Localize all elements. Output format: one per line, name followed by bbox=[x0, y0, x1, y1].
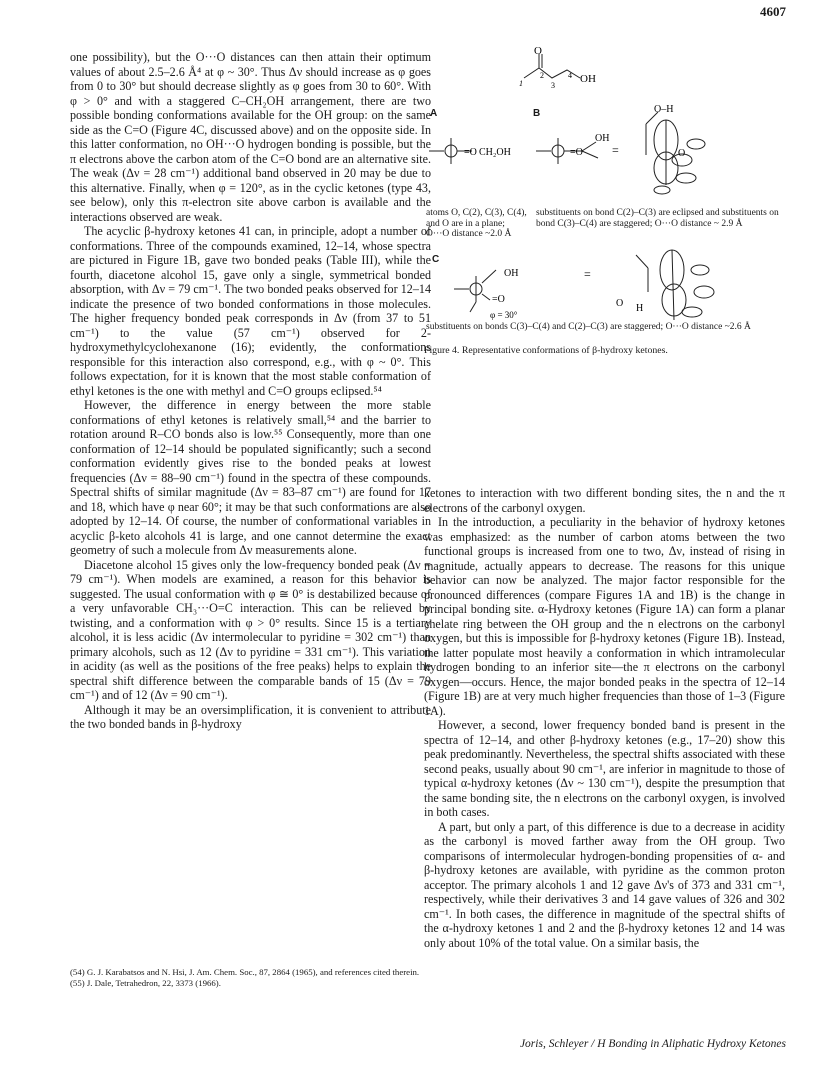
orbital-model-c bbox=[636, 250, 714, 320]
equals-sign: = bbox=[612, 143, 619, 157]
running-footer: Joris, Schleyer / H Bonding in Aliphatic Hydroxy Ketones bbox=[519, 1038, 786, 1050]
carbonyl-label: =O bbox=[570, 147, 583, 158]
atom-number: 4 bbox=[568, 71, 572, 80]
atom-number: 3 bbox=[551, 81, 555, 90]
conformation-diagrams bbox=[424, 30, 785, 345]
page-number: 4607 bbox=[760, 4, 786, 19]
top-oh: OH bbox=[580, 73, 596, 85]
orbital-model-b bbox=[646, 112, 705, 194]
panel-c-caption: substituents on bonds C(3)–C(4) and C(2)–C(3) are staggered; O···O distance ~2.6 Å bbox=[426, 322, 751, 332]
panel-b-label: B bbox=[533, 108, 541, 119]
right-column bbox=[424, 486, 785, 950]
paragraph: In the introduction, a peculiarity in the behavior of hydroxy ketones was emphasized: as the number of carbon atoms between the two functional groups is increased from one to two, Δν, instead of rising in magnitude, actually appears to decrease. The reasons for this unique behavior can now be analyzed. The major factor responsible for the pronounced differences (compare Figures 1A and 1B) is the change in principal bonding site. α-Hydroxy ketones (Figure 1A) can form a planar chelate ring between the OH group and the n electrons on the carbonyl oxygen, but this is impossible for β-hydroxy ketones (Figure 1B). Instead, the latter populate most heavily a conformation in which intramolecular hydrogen bonding to an inferior site—the π electrons on the carbonyl oxygen—occurs. Hence, the major bonded peaks in the spectra of 12–14 (Figure 1B) are at very much higher frequencies than those of 1–3 (Figure 1A). bbox=[424, 515, 785, 718]
figure-4 bbox=[424, 30, 785, 370]
newman-projection-b bbox=[536, 138, 598, 164]
phi-label: φ = 30° bbox=[490, 310, 518, 320]
atom-number: 2 bbox=[540, 71, 544, 80]
footnotes bbox=[70, 967, 431, 989]
oh-label: O–H bbox=[654, 104, 674, 115]
hydrogen-label: H bbox=[636, 303, 644, 314]
atom-number: 1 bbox=[519, 79, 523, 88]
panel-c-label: C bbox=[432, 254, 440, 265]
footnote: (55) J. Dale, Tetrahedron, 22, 3373 (1966). bbox=[70, 978, 221, 988]
paragraph: A part, but only a part, of this difference is due to a decrease in acidity as the carbonyl is moved farther away from the OH group. Two comparisons of intermolecular hydrogen-bonding propensities of α- and β-hydroxy ketones are available, with pyridine as the common proton acceptor. The primary alcohols 1 and 12 gave Δν's of 373 and 331 cm⁻¹, respectively, while their derivatives 3 and 14 gave values of 326 and 302 cm⁻¹. In both cases, the difference in magnitude of the spectral shifts of the α-hydroxy ketones 1 and 2 and the β-hydroxy ketones 12 and 14 was only about 10% of the total value. On a similar basis, the bbox=[424, 819, 785, 950]
footnote: (54) G. J. Karabatsos and N. Hsi, J. Am. Chem. Soc., 87, 2864 (1965), and references cited therein. bbox=[70, 967, 420, 977]
oxygen-label: O bbox=[616, 298, 624, 309]
ch2oh-label: CH₂OH bbox=[479, 147, 511, 158]
panel-a-label: A bbox=[430, 108, 438, 119]
newman-projection-c bbox=[454, 270, 496, 312]
left-column bbox=[70, 50, 431, 732]
equals-sign: = bbox=[584, 267, 591, 281]
hydroxyl-label: OH bbox=[595, 133, 610, 144]
panel-a-caption: atoms O, C(2), C(3), C(4), and O are in a plane; O···O distance ~2.0 Å bbox=[426, 208, 527, 239]
paragraph: The acyclic β-hydroxy ketones 41 can, in principle, adopt a number of conformations. Three of the compounds examined, 12–14, whose spectra are pictured in Figure 1B, gave two bonded peaks (Table III), while the fourth, diacetone alcohol 15, gave only a single, symmetrical bonded absorption, with Δν = 79 cm⁻¹. The two bonded peaks observed for 12–14 indicate the presence of two bonded conformations in those molecules. The higher frequency bonded peak corresponds in Δν (from 37 to 51 cm⁻¹) to the value (57 cm⁻¹) observed for 2-hydroxymethylcyclohexanone (16); evidently, the conformations responsible for this interaction also correspond, e.g., with φ ~ 0°. This follows expectation, for it is known that the most stable conformation of ethyl ketones is the one with methyl and C=O groups eclipsed.⁵⁴ bbox=[70, 224, 431, 398]
paragraph: one possibility), but the O···O distances can then attain their optimum values of about 2.5–2.6 Å⁴ at φ ~ 30°. Thus Δν should increase as φ goes from 0 to 30° but should decrease slightly as φ goes from 30 to 60°. With φ > 0° and with a staggered C–CH₂OH arrangement, there are two possible bonding conformations available for the OH group: on the same side as the C=O (Figure 4C, discussed above) and on the opposite side. In this latter conformation, no OH···O hydrogen bonding is possible, but the π electrons above the carbon atom of the C=O bond are an alternative site. The weak (Δν = 28 cm⁻¹) additional band observed in 20 may be due to this alternative. Finally, when φ = 120°, as in the cyclic ketones (type 43, see below), only this π-electron site above carbon is available and the interactions observed are weak. bbox=[70, 50, 431, 224]
carbonyl-label: =O bbox=[464, 147, 477, 158]
oxygen-label: O bbox=[678, 148, 686, 159]
paragraph: Although it may be an oversimplification, it is convenient to attribute the two bonded bands in β-hydroxy bbox=[70, 702, 431, 731]
top-oxygen: O bbox=[534, 45, 542, 57]
carbonyl-label: =O bbox=[492, 294, 505, 305]
paragraph: Diacetone alcohol 15 gives only the low-frequency bonded peak (Δν = 79 cm⁻¹). When models are examined, a reason for this behavior is suggested. The usual conformation with φ ≅ 0° is destabilized because of a very unfavorable CH₃···O=C interaction. This can be relieved by twisting, and a conformation with φ > 0° results. Since 15 is a tertiary alcohol, it is less acidic (Δν intermolecular to pyridine = 302 cm⁻¹) than primary alcohols, such as 12 (Δν to pyridine = 331 cm⁻¹). This variation in acidity (as well as the positions of the free peaks) helps to explain the spectral shift difference between the comparable bands of 15 (Δν = 79 cm⁻¹) and of 12 (Δν = 90 cm⁻¹). bbox=[70, 557, 431, 702]
paragraph: ketones to interaction with two different bonding sites, the n and the π electrons of the carbonyl oxygen. bbox=[424, 486, 785, 515]
paragraph: However, a second, lower frequency bonded band is present in the spectra of 12–14, and other β-hydroxy ketones (e.g., 17–20) show this peak predominantly. Nevertheless, the spectral shifts associated with these second peaks, usually about 90 cm⁻¹, are inferior in magnitude to those of typical α-hydroxy ketones (Δν ~ 130 cm⁻¹), despite the presumption that the same bonding site, the n electrons on the carbonyl oxygen, is involved in both cases. bbox=[424, 718, 785, 819]
panel-b-caption: substituents on bond C(2)–C(3) are eclipsed and substituents on bond C(3)–C(4) are staggered; O···O distance ~ 2.9 Å bbox=[536, 208, 779, 229]
hydroxyl-label: OH bbox=[504, 268, 519, 279]
figure-caption: Figure 4. Representative conformations of β-hydroxy ketones. bbox=[424, 345, 668, 356]
paragraph: However, the difference in energy between the more stable conformations of ethyl ketones is relatively small,⁵⁴ and the barrier to rotation around R–CO bonds also is low.⁵⁵ Consequently, more than one conformation of 12–14 should be populated significantly; such a second conformation evidently gives rise to the bonded peaks at lowest frequencies (Δν = 88–90 cm⁻¹) found in the spectra of these compounds. Spectral shifts of similar magnitude (Δν = 83–87 cm⁻¹) are found for 17 and 18, which have φ near 60°; it may be that such conformations are also adopted by 12–14. Of course, the number of conformational variables in acyclic β-keto alcohols 41 is large, and one cannot determine the exact geometry of such a molecule from Δν measurements alone. bbox=[70, 398, 431, 557]
